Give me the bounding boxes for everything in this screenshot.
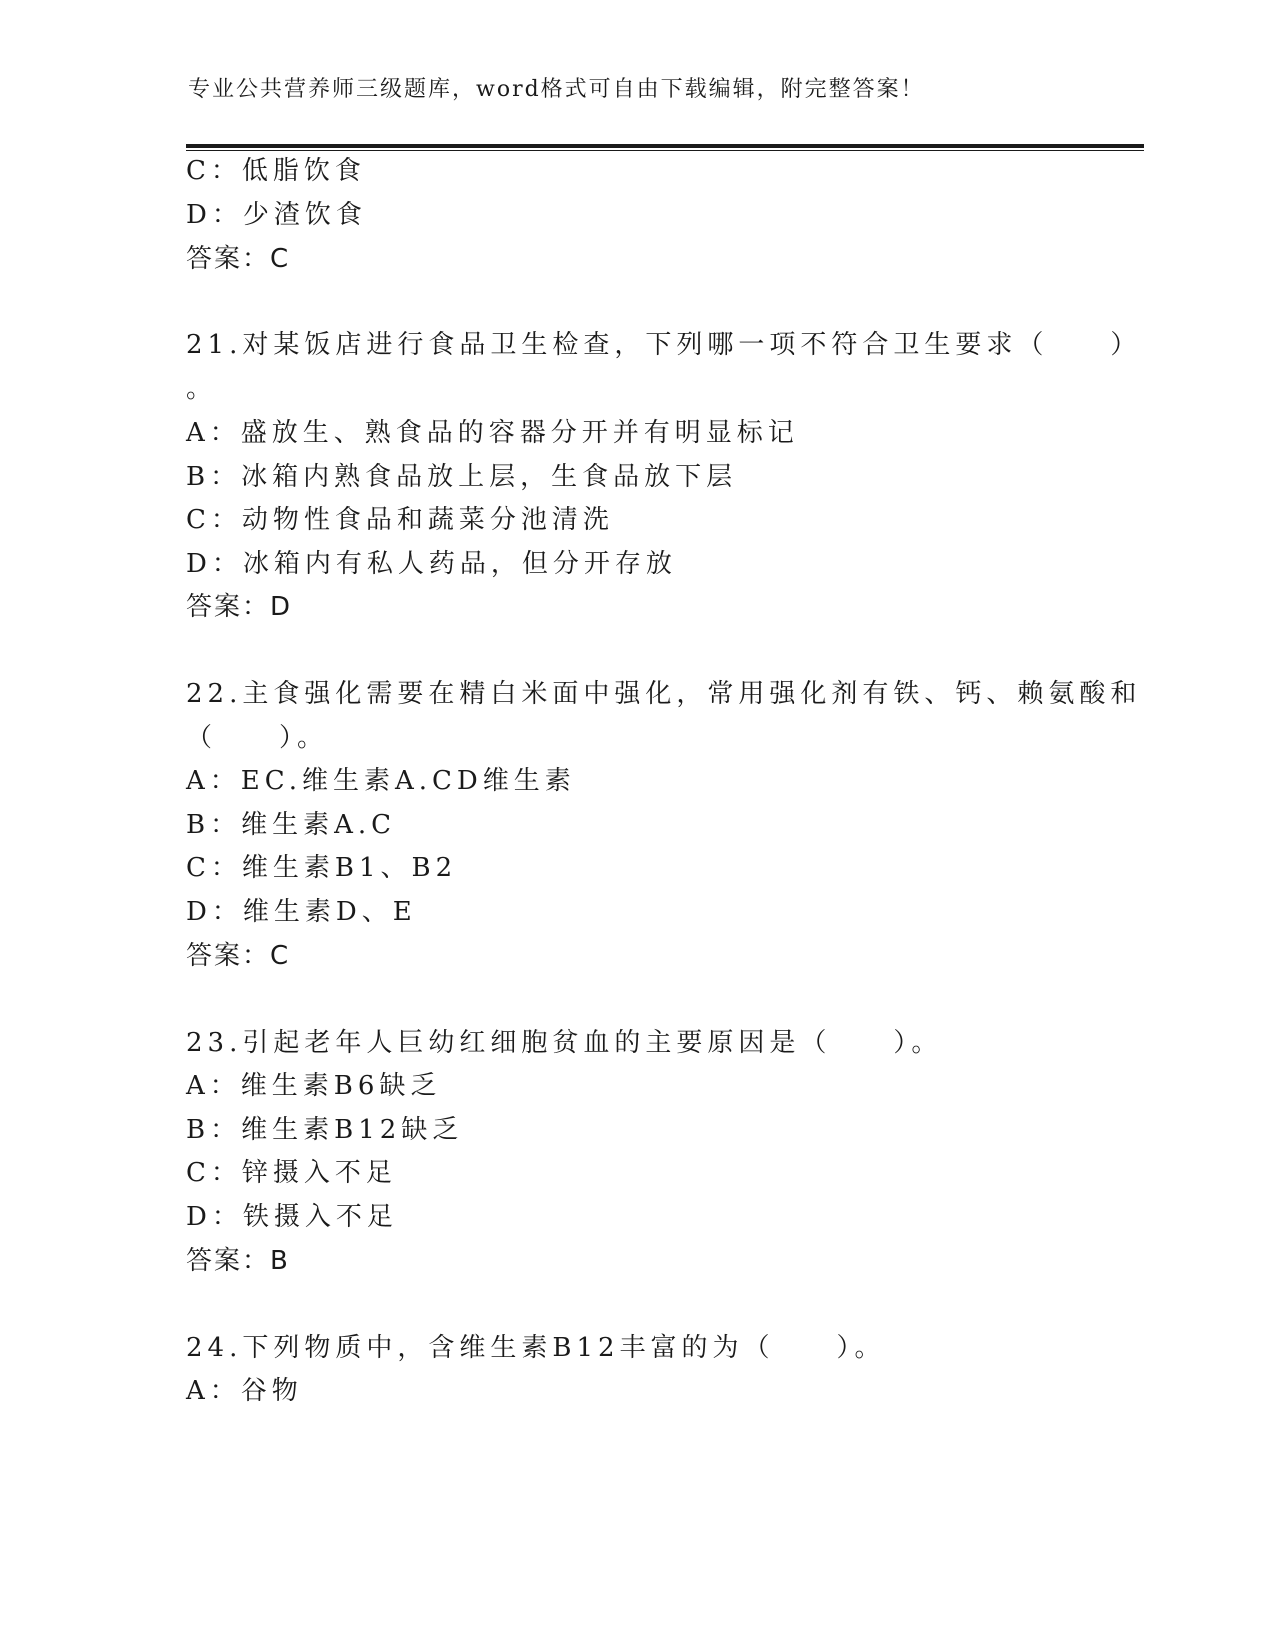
answer-line: 答案：C — [186, 941, 291, 971]
option-line: D：冰箱内有私人药品，但分开存放 — [186, 549, 677, 579]
option-line: B：冰箱内熟食品放上层，生食品放下层 — [186, 462, 738, 492]
option-line: B：维生素B12缺乏 — [186, 1115, 464, 1145]
answer-line: 答案：B — [186, 1246, 290, 1276]
header-rule-thin — [186, 150, 1144, 151]
header-rule-thick — [186, 144, 1144, 148]
option-line: A：盛放生、熟食品的容器分开并有明显标记 — [186, 418, 799, 448]
answer-line: 答案：D — [186, 592, 293, 622]
option-line: D：少渣饮食 — [186, 200, 367, 230]
option-line: D：铁摄入不足 — [186, 1202, 398, 1232]
option-line: C：维生素B1、B2 — [186, 853, 458, 883]
question-stem: 。 — [186, 374, 218, 404]
option-line: A：谷物 — [186, 1376, 303, 1406]
option-line: A：维生素B6缺乏 — [186, 1071, 442, 1101]
answer-line: 答案：C — [186, 244, 291, 274]
page-header: 专业公共营养师三级题库，word格式可自由下载编辑，附完整答案！ — [188, 77, 925, 102]
option-line: C：锌摄入不足 — [186, 1158, 397, 1188]
option-line: C：低脂饮食 — [186, 156, 366, 186]
question-stem: 23.引起老年人巨幼红细胞贫血的主要原因是（ ）。 — [186, 1028, 943, 1058]
question-stem: 21.对某饭店进行食品卫生检查，下列哪一项不符合卫生要求（ ） — [186, 330, 1142, 360]
option-line: B：维生素A.C — [186, 810, 397, 840]
question-stem: （ ）。 — [186, 723, 329, 753]
option-line: D：维生素D、E — [186, 897, 417, 927]
question-stem: 24.下列物质中，含维生素B12丰富的为（ ）。 — [186, 1333, 886, 1363]
option-line: A：EC.维生素A.CD维生素 — [186, 766, 576, 796]
question-stem: 22.主食强化需要在精白米面中强化，常用强化剂有铁、钙、赖氨酸和 — [186, 679, 1142, 709]
option-line: C：动物性食品和蔬菜分池清洗 — [186, 505, 614, 535]
